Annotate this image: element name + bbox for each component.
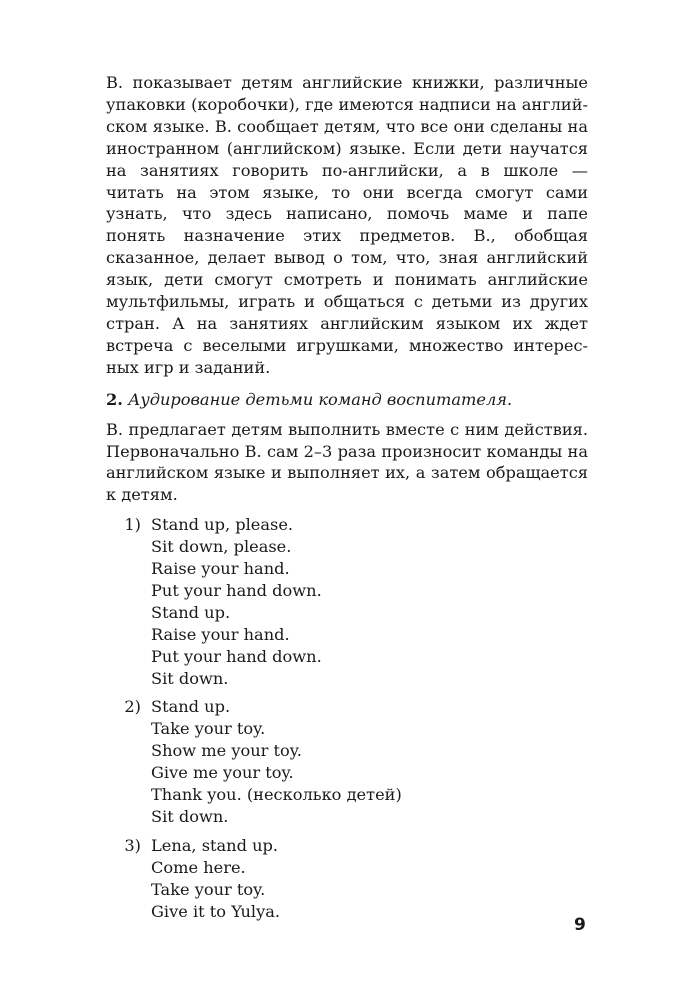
command-line: Stand up.	[151, 697, 231, 717]
command-group-label: 1)	[124, 515, 141, 535]
command-group-label: 3)	[124, 835, 141, 855]
instruction-paragraph: В. предлагает детям выполнить вместе с ним действия. Первоначально В. сам 2–3 раза произносит команды на английском языке и выполняет их, а затем обращается к детям.	[106, 419, 588, 505]
command-line: Sit down.	[151, 668, 229, 688]
command-line: Lena, stand up.	[151, 835, 279, 855]
command-line: Come here.	[151, 857, 246, 877]
command-line: Put your hand down.	[151, 646, 322, 666]
command-lines	[151, 514, 322, 689]
command-line: Raise your hand.	[151, 624, 290, 644]
command-line: Sit down.	[151, 807, 229, 826]
command-group-label: 2)	[124, 697, 141, 717]
command-lines	[151, 835, 280, 923]
command-group	[106, 514, 588, 689]
command-line: Sit down, please.	[151, 537, 292, 557]
command-group	[106, 835, 588, 923]
command-line: Give me your toy.	[151, 763, 294, 783]
command-line: Stand up, please.	[151, 515, 294, 535]
section-number: 2.	[106, 389, 123, 409]
command-line: Put your hand down.	[151, 580, 322, 600]
section-heading	[106, 389, 588, 411]
command-line: Raise your hand.	[151, 559, 290, 579]
command-list	[106, 514, 588, 922]
command-lines	[151, 696, 402, 827]
command-line: Stand up.	[151, 602, 231, 622]
intro-paragraph: В. показывает детям английские книжки, различные упаковки (коробочки), где имеются надписи на английском языке. В. сообщает детям, что все они сделаны на иностранном (английском) языке. Если дети научатся на занятиях говорить по-английски, а в школе — читать на этом языке, то они всегда смогут сами узнать, что здесь написано, помочь маме и папе понять назначение этих предметов. В., обобщая сказанное, делает вывод о том, что, зная английский язык, дети смогут смотреть и понимать английские мультфильмы, играть и общаться с детьми из других стран. А на занятиях английским языком их ждет встреча с веселыми игрушками, множество интересных игр и заданий.	[106, 73, 588, 377]
command-line: Thank you. (несколько детей)	[151, 785, 402, 805]
command-group	[106, 696, 588, 827]
page-content	[106, 72, 588, 930]
section-title: Аудирование детьми команд воспитателя.	[128, 389, 513, 409]
command-line: Take your toy.	[151, 879, 266, 899]
page-number: 9	[574, 915, 586, 935]
command-line: Show me your toy.	[151, 741, 302, 761]
command-line: Give it to Yulya.	[151, 901, 281, 921]
command-line: Take your toy.	[151, 719, 266, 739]
